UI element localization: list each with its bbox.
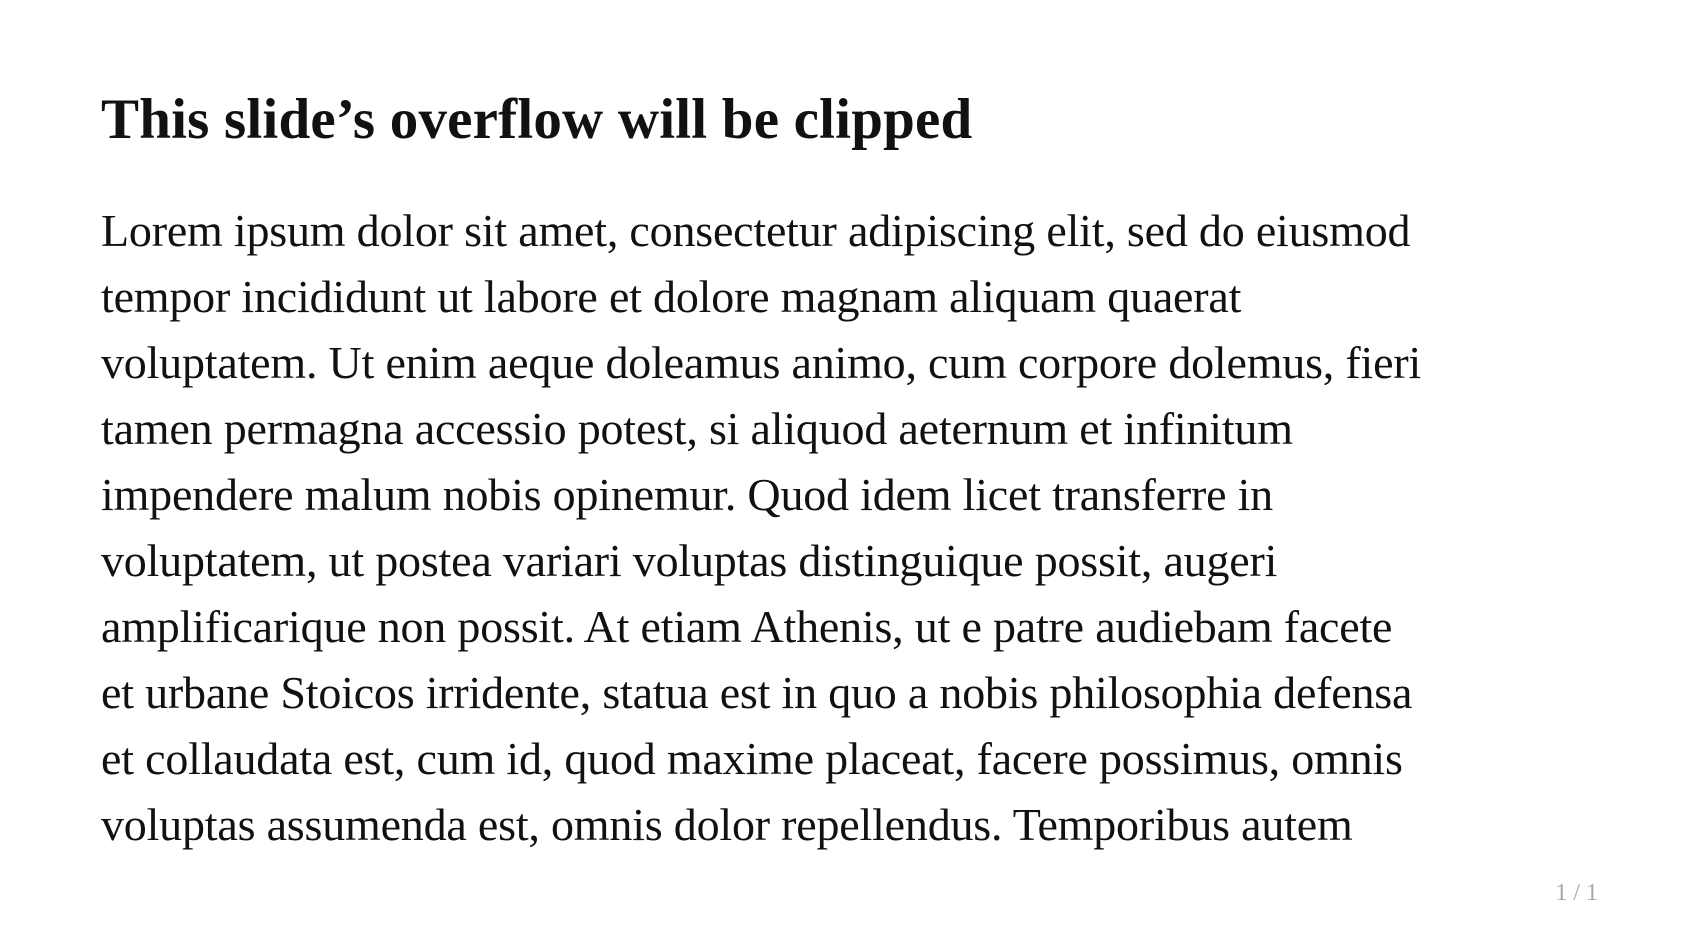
- body-text-line: tempor incididunt ut labore et dolore magnam aliquam quaerat: [101, 271, 1242, 322]
- body-text-line: impendere malum nobis opinemur. Quod idem licet transferre in: [101, 469, 1273, 520]
- body-text-line: et collaudata est, cum id, quod maxime placeat, facere possimus, omnis: [101, 733, 1403, 784]
- slide-title: This slide’s overflow will be clipped: [101, 88, 973, 151]
- page-number: 1 / 1: [1555, 880, 1598, 906]
- body-text-line: voluptas assumenda est, omnis dolor repellendus. Temporibus autem: [101, 799, 1353, 850]
- slide-body: [101, 198, 1601, 858]
- body-text-line: tamen permagna accessio potest, si aliquod aeternum et infinitum: [101, 403, 1293, 454]
- body-text-line: et urbane Stoicos irridente, statua est in quo a nobis philosophia defensa: [101, 667, 1413, 718]
- body-text-line: voluptatem, ut postea variari voluptas distinguique possit, augeri: [101, 535, 1278, 586]
- body-text-line: amplificarique non possit. At etiam Athenis, ut e patre audiebam facete: [101, 601, 1393, 652]
- body-text-line: voluptatem. Ut enim aeque doleamus animo, cum corpore dolemus, fieri: [101, 337, 1422, 388]
- body-text-line: Lorem ipsum dolor sit amet, consectetur adipiscing elit, sed do eiusmod: [101, 205, 1411, 256]
